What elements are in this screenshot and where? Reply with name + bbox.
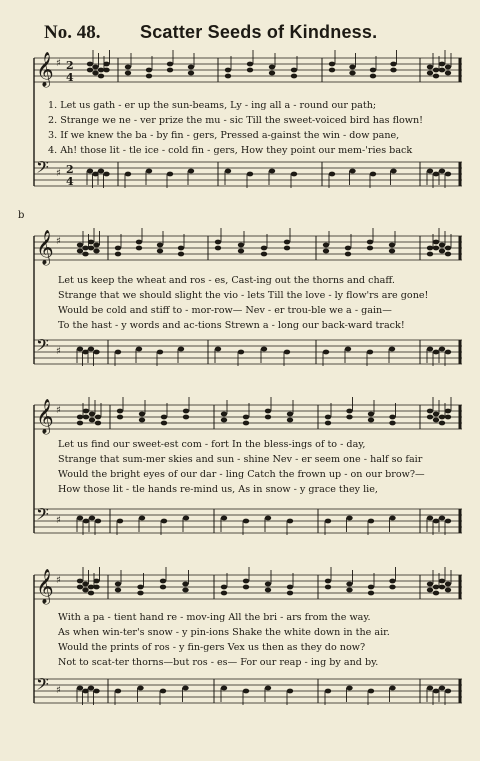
note-head [433,246,439,251]
note-head [115,588,121,593]
note-head [238,243,244,248]
note-head [390,68,396,73]
note-head [427,246,433,251]
note-head [167,68,173,73]
note-head [346,415,352,420]
hymn-title: Scatter Seeds of Kindness. [140,22,378,42]
lyric-line: How those lit - tle hands re-mind us, As in snow - y grace they lie, [58,484,378,495]
note-head [349,65,355,70]
note-head [88,686,94,691]
note-head [243,415,249,420]
note-head [137,686,143,691]
note-head [77,585,83,590]
note-head [215,347,221,352]
note-head [92,65,98,70]
note-head [284,350,290,355]
note-head [93,350,99,355]
note-head [346,588,352,593]
music-system-3 [0,397,480,547]
note-head [427,71,433,76]
note-head [345,347,351,352]
note-head [221,418,227,423]
treble-clef-icon: 𝄞 [36,399,54,434]
note-head [161,519,167,524]
note-head [368,412,374,417]
note-head [439,421,445,426]
note-head [183,415,189,420]
note-head [265,516,271,521]
note-head [178,347,184,352]
note-head [389,516,395,521]
note-head [93,579,99,584]
note-head [370,172,376,177]
note-head [265,409,271,414]
note-head [88,591,94,596]
note-head [287,418,293,423]
note-head [167,62,173,67]
note-head [95,519,101,524]
lyric-line: 1. Let us gath - er up the sun-beams, Ly - ing all a - round our path; [48,100,377,111]
note-head [103,62,109,67]
sharp-icon: ♯ [56,168,61,179]
lyric-line: 2. Strange we ne - ver prize the mu - sic Till the sweet-voiced bird has flown! [48,115,424,126]
note-head [427,686,433,691]
note-head [221,686,227,691]
note-head [439,169,445,174]
note-head [265,588,271,593]
time-signature: 2 [66,59,74,72]
treble-clef-icon: 𝄞 [36,569,54,604]
note-head [77,421,83,426]
note-head [269,65,275,70]
note-head [136,246,142,251]
note-head [221,585,227,590]
note-head [103,68,109,73]
note-head [445,350,451,355]
note-head [445,409,451,414]
note-head [265,686,271,691]
note-head [445,519,451,524]
note-head [82,582,88,587]
note-head [329,62,335,67]
note-head [83,409,89,414]
note-head [88,347,94,352]
note-head [325,421,331,426]
time-signature: 4 [66,71,74,84]
note-head [77,243,83,248]
note-head [445,252,451,257]
note-head [98,74,104,79]
note-head [98,169,104,174]
note-head [265,415,271,420]
note-head [261,347,267,352]
note-head [346,686,352,691]
note-head [389,249,395,254]
note-head [287,585,293,590]
note-head [157,243,163,248]
note-head [247,172,253,177]
note-head [427,516,433,521]
note-head [445,415,451,420]
lyric-line: With a pa - tient hand re - mov-ing All the bri - ars from the way. [58,612,371,623]
note-head [370,68,376,73]
note-head [188,71,194,76]
note-head [291,74,297,79]
note-head [82,252,88,257]
note-head [89,418,95,423]
note-head [427,415,433,420]
note-head [445,65,451,70]
note-head [439,686,445,691]
note-head [389,579,395,584]
note-head [368,591,374,596]
note-head [439,585,445,590]
note-head [87,62,93,67]
note-head [160,579,166,584]
lyric-line: Would the prints of ros - y fin-gers Vex us then as they do now? [58,642,366,653]
note-head [427,582,433,587]
note-head [146,68,152,73]
note-head [225,74,231,79]
note-head [367,350,373,355]
note-head [125,71,131,76]
lyric-line: Not to scat-ter thorns—but ros - es— For our reap - ing by and by. [58,657,379,668]
music-system-4 [0,567,480,717]
note-head [115,582,121,587]
treble-clef-icon: 𝄞 [36,52,54,87]
note-head [367,246,373,251]
note-head [325,585,331,590]
note-head [88,240,94,245]
note-head [95,421,101,426]
time-signature: 2 [66,163,74,176]
note-head [287,412,293,417]
note-head [247,62,253,67]
note-head [157,249,163,254]
note-head [433,68,439,73]
note-head [368,689,374,694]
note-head [160,585,166,590]
note-head [433,418,439,423]
note-head [238,350,244,355]
note-head [433,591,439,596]
note-head [183,516,189,521]
note-head [261,246,267,251]
hymn-number: No. 48. [44,22,101,43]
note-head [92,71,98,76]
note-head [136,240,142,245]
note-head [139,516,145,521]
note-head [389,243,395,248]
note-head [182,588,188,593]
note-head [115,246,121,251]
note-head [439,579,445,584]
note-head [389,585,395,590]
sharp-icon: ♯ [56,236,61,247]
hymn-header [0,18,480,46]
note-head [291,68,297,73]
note-head [146,169,152,174]
note-head [323,243,329,248]
note-head [329,172,335,177]
note-head [390,62,396,67]
sharp-icon: ♯ [56,346,61,357]
note-head [433,412,439,417]
margin-mark: b [18,210,25,221]
bass-clef-icon: 𝄢 [36,504,49,528]
note-head [95,415,101,420]
note-head [136,347,142,352]
note-head [439,243,445,248]
note-head [167,172,173,177]
note-head [243,519,249,524]
note-head [77,415,83,420]
note-head [88,585,94,590]
note-head [93,585,99,590]
note-head [117,519,123,524]
note-head [117,415,123,420]
note-head [88,246,94,251]
note-head [345,252,351,257]
note-head [445,246,451,251]
note-head [345,246,351,251]
note-head [225,68,231,73]
note-head [243,689,249,694]
note-head [323,350,329,355]
note-head [238,249,244,254]
note-head [368,418,374,423]
lyric-line: Strange that sum-mer skies and sun - shine Nev - er seem one - half so fair [58,454,423,465]
note-head [182,582,188,587]
note-head [287,591,293,596]
note-head [325,519,331,524]
sharp-icon: ♯ [56,515,61,526]
note-head [157,350,163,355]
note-head [349,169,355,174]
note-head [367,240,373,245]
note-head [445,172,451,177]
note-head [137,591,143,596]
note-head [439,62,445,67]
note-head [287,519,293,524]
bass-clef-icon: 𝄢 [36,157,49,181]
lyric-line: 4. Ah! those lit - tle ice - cold fin - gers, How they point our mem-'ries back [48,145,413,156]
note-head [261,252,267,257]
note-head [93,689,99,694]
note-head [346,582,352,587]
music-system-1 [0,50,480,200]
note-head [243,579,249,584]
note-head [439,347,445,352]
note-head [433,519,439,524]
note-head [439,415,445,420]
note-head [221,516,227,521]
lyric-line: 3. If we knew the ba - by fin - gers, Pressed a-gainst the win - dow pane, [48,130,400,141]
note-head [125,65,131,70]
note-head [221,591,227,596]
note-head [291,172,297,177]
note-head [346,516,352,521]
lyric-line: Would the bright eyes of our dar - ling Catch the frown up - on our brow?— [58,469,425,480]
lyric-line: As when win-ter's snow - y pin-ions Shake the white down in the air. [58,627,390,638]
note-head [427,252,433,257]
lyric-line: Let us find our sweet-est com - fort In the bless-ings of to - day, [58,439,366,450]
note-head [433,689,439,694]
note-head [389,686,395,691]
note-head [221,412,227,417]
note-head [83,415,89,420]
note-head [188,169,194,174]
treble-clef-icon: 𝄞 [36,230,54,265]
note-head [77,516,83,521]
note-head [243,421,249,426]
note-head [161,415,167,420]
time-signature: 4 [66,175,74,188]
note-head [77,249,83,254]
note-head [433,585,439,590]
note-head [93,243,99,248]
sharp-icon: ♯ [56,685,61,696]
note-head [389,415,395,420]
note-head [77,686,83,691]
music-system-2 [0,228,480,378]
note-head [427,169,433,174]
lyric-line: Let us keep the wheat and ros - es, Cast-ing out the thorns and chaff. [58,275,395,286]
note-head [183,409,189,414]
note-head [87,169,93,174]
note-head [325,579,331,584]
note-head [82,246,88,251]
bass-clef-icon: 𝄢 [36,674,49,698]
note-head [178,252,184,257]
note-head [115,350,121,355]
note-head [82,588,88,593]
note-head [346,409,352,414]
note-head [370,74,376,79]
note-head [427,347,433,352]
note-head [83,519,89,524]
note-head [389,421,395,426]
note-head [325,689,331,694]
lyric-line: Strange that we should slight the vio - lets Till the love - ly flow'rs are gone! [58,290,429,301]
note-head [287,689,293,694]
note-head [160,689,166,694]
lyric-line: Would be cold and stiff to - mor-row— Nev - er trou-ble we a - gain— [58,305,392,316]
note-head [349,71,355,76]
sharp-icon: ♯ [56,58,61,69]
note-head [139,418,145,423]
note-head [427,65,433,70]
note-head [389,347,395,352]
note-head [115,689,121,694]
note-head [161,421,167,426]
note-head [188,65,194,70]
note-head [77,347,83,352]
note-head [368,585,374,590]
note-head [427,409,433,414]
note-head [439,249,445,254]
note-head [368,519,374,524]
lyric-line: To the hast - y words and ac-tions Strewn a - long our back-ward track! [58,320,405,331]
note-head [284,246,290,251]
note-head [439,516,445,521]
bass-clef-icon: 𝄢 [36,335,49,359]
note-head [269,169,275,174]
note-head [329,68,335,73]
note-head [265,582,271,587]
note-head [445,588,451,593]
note-head [269,71,275,76]
note-head [427,588,433,593]
note-head [215,246,221,251]
note-head [98,68,104,73]
note-head [284,240,290,245]
note-head [178,246,184,251]
note-head [433,350,439,355]
note-head [433,74,439,79]
note-head [225,169,231,174]
note-head [89,412,95,417]
note-head [247,68,253,73]
note-head [439,68,445,73]
note-head [182,686,188,691]
note-head [93,249,99,254]
note-head [117,409,123,414]
note-head [146,74,152,79]
note-head [125,172,131,177]
note-head [433,240,439,245]
note-head [103,172,109,177]
note-head [445,71,451,76]
note-head [323,249,329,254]
note-head [433,172,439,177]
note-head [77,579,83,584]
note-head [325,415,331,420]
note-head [215,240,221,245]
note-head [445,582,451,587]
sharp-icon: ♯ [56,405,61,416]
note-head [87,68,93,73]
note-head [137,585,143,590]
note-head [115,252,121,257]
note-head [139,412,145,417]
note-head [445,689,451,694]
sharp-icon: ♯ [56,575,61,586]
note-head [89,516,95,521]
note-head [390,169,396,174]
staff-pair-2 [0,228,480,378]
note-head [243,585,249,590]
